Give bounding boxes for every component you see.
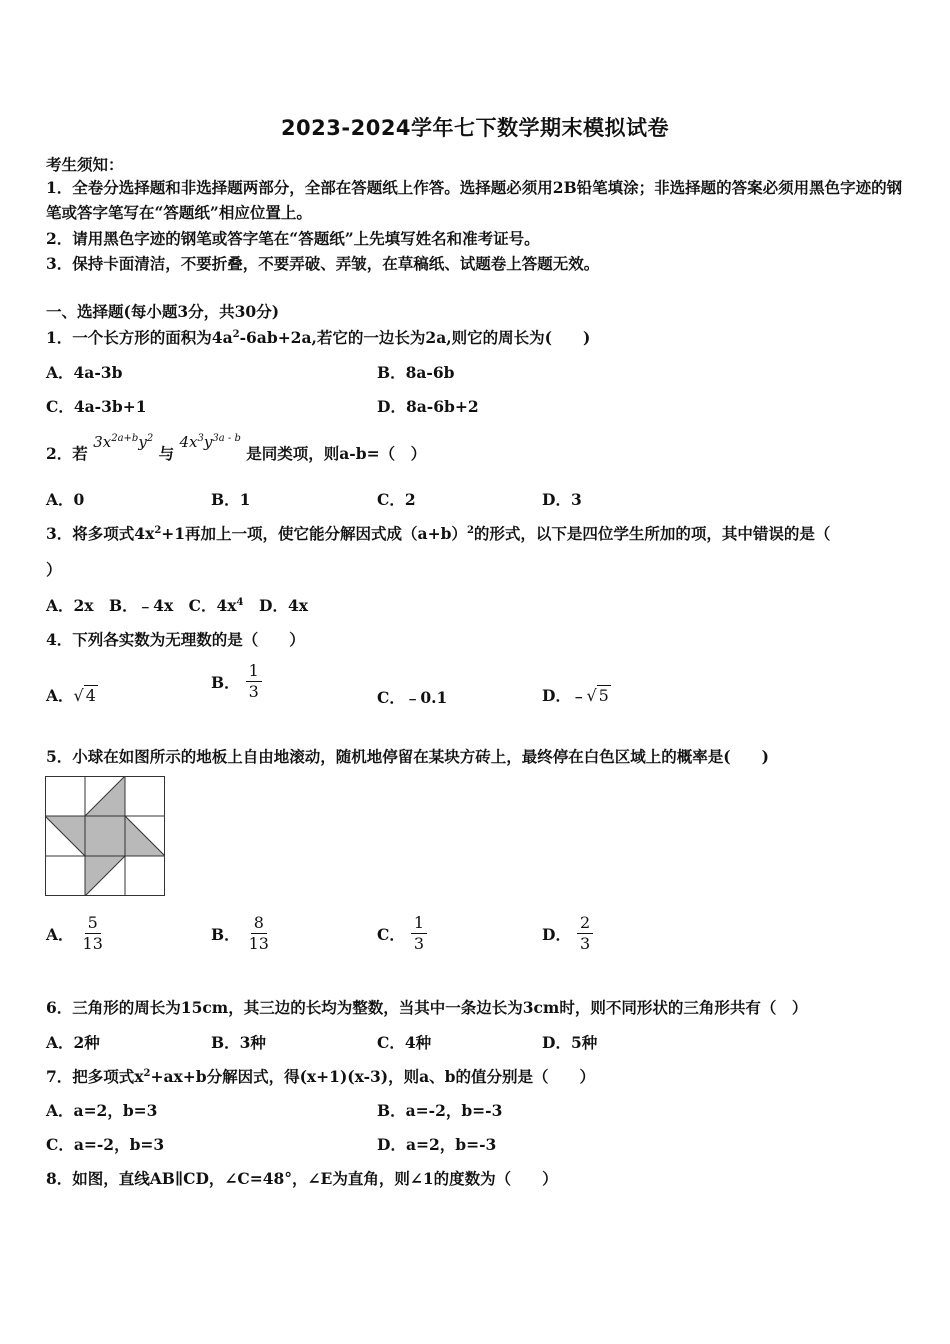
q2-option-c: C．2 [377,490,416,509]
q6-option-a: A．2种 [46,1033,100,1052]
q2-option-a: A．0 [46,490,85,509]
notice-item-1: 1．全卷分选择题和非选择题两部分，全部在答题纸上作答。选择题必须用2B铅笔填涂；非选择题的答案必须用黑色字迹的钢笔或答字笔写在“答题纸”相应位置上。 [46,178,903,222]
q7-option-a: A．a=2，b=3 [46,1101,158,1120]
question-7-stem: 7．把多项式$x^2+ax+b$分解因式，得(x+1)(x-3)，则a、b的值分别是（ ） [46,1067,596,1086]
q1-option-a: A．4a-3b [46,363,123,382]
q1-option-b: B．8a-6b [377,363,455,382]
q7-option-c: C．a=-2，b=3 [46,1135,165,1154]
question-2-stem: 2．若 $3x^{2a+b}y^2$ 与 $4x^3y^{3a - b}$ 是同类项，则a-b=（ ） [46,433,427,463]
question-5-stem: 5．小球在如图所示的地板上自由地滚动，随机地停留在某块方砖上，最终停在白色区域上的概率是( ) [46,747,769,766]
question-8-stem: 8．如图，直线AB∥CD，∠C=48°，∠E为直角，则∠1的度数为（ ） [46,1169,558,1188]
q7-option-b: B．a=-2，b=-3 [377,1101,503,1120]
question-6-stem: 6．三角形的周长为15cm，其三边的长均为整数，当其中一条边长为3cm时，则不同形状的三角形共有（ ） [46,998,808,1017]
q6-option-b: B．3种 [211,1033,266,1052]
q4-option-b: B． $\frac{1}{3}$ [211,662,262,701]
notice-item-2: 2．请用黑色字迹的钢笔或答字笔在“答题纸”上先填写姓名和准考证号。 [46,229,540,248]
q5-option-c: C． $\frac{1}{3}$ [377,914,427,953]
q5-option-a: A． $\frac{5}{13}$ [46,913,103,953]
q4-option-c: C．﹣0.1 [377,688,448,707]
q1-option-d: D．8a-6b+2 [377,397,479,416]
question-3-stem-end: ） [46,560,62,579]
question-1-stem: 1．一个长方形的面积为$4a^2-6ab+2a$,若它的一边长为2a,则它的周长为( ) [46,328,591,347]
q6-option-d: D．5种 [542,1033,598,1052]
q1-option-c: C．4a-3b+1 [46,397,147,416]
question-4-stem: 4．下列各实数为无理数的是（ ） [46,630,305,649]
q2-option-b: B．1 [211,490,251,509]
tile-floor-figure [45,776,165,896]
question-3-stem: 3．将多项式$4x^2+1$再加上一项，使它能分解因式成$(a+b)^2$的形式，以下是四位学生所加的项，其中错误的是（ [46,524,831,543]
q3-options: A．2x B．﹣4x C．$4x^4$ D．4x [46,596,308,615]
q5-option-d: D． $\frac{2}{3}$ [542,914,593,953]
q7-option-d: D．a=2，b=-3 [377,1135,497,1154]
q4-option-a: A．√ 4 [46,686,96,705]
notice-heading: 考生须知： [46,155,124,174]
q2-option-d: D．3 [542,490,582,509]
q4-option-d: D．﹣√ 5 [542,686,609,705]
sqrt-symbol: √ 4 [73,686,96,705]
notice-item-3: 3．保持卡面清洁，不要折叠，不要弄破、弄皱，在草稿纸、试题卷上答题无效。 [46,254,600,273]
q5-option-b: B． $\frac{8}{13}$ [211,913,269,953]
q6-option-c: C．4种 [377,1033,432,1052]
sqrt-symbol: √ 5 [586,686,609,705]
page-title: 2023-2024学年七下数学期末模拟试卷 [280,116,670,140]
section-heading: 一、选择题(每小题3分，共30分) [46,302,280,321]
